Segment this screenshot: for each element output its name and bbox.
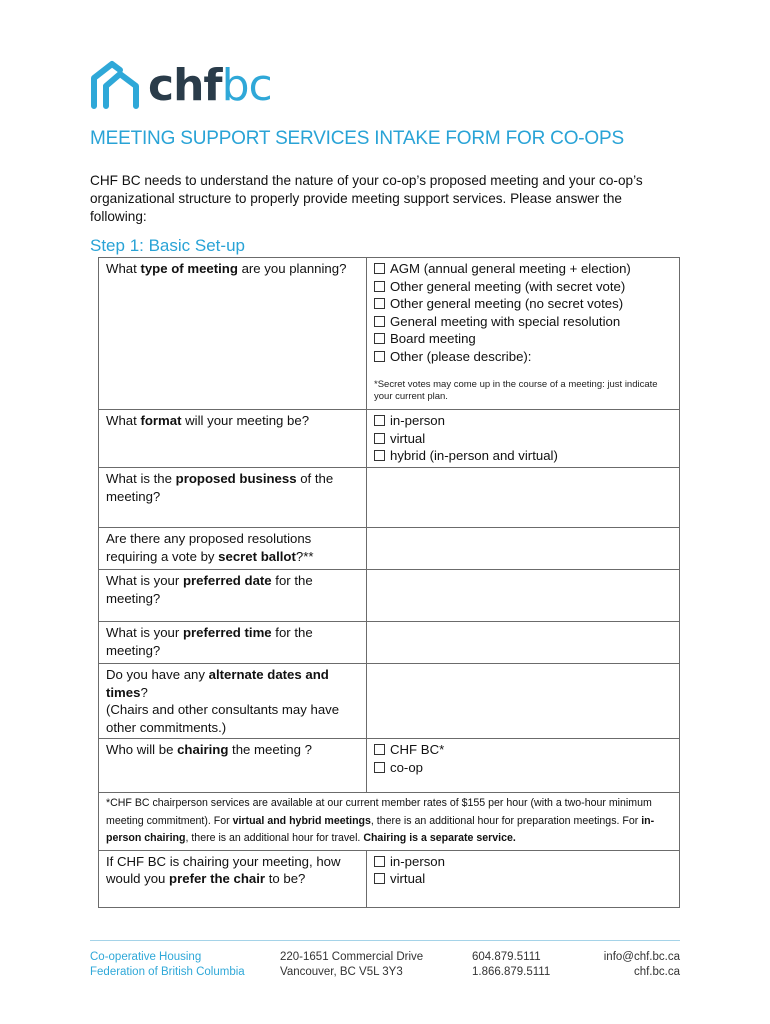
checkbox[interactable] xyxy=(374,856,385,867)
row-alternate-dates xyxy=(99,664,680,739)
logo-wordmark: chfbc xyxy=(148,60,272,111)
question-preferred-time: What is your preferred time for the meeting? xyxy=(99,622,367,664)
checkbox[interactable] xyxy=(374,351,385,362)
option-board-meeting[interactable]: Board meeting xyxy=(374,330,672,348)
option-agm[interactable]: AGM (annual general meeting + election) xyxy=(374,260,672,278)
row-meeting-type xyxy=(99,258,680,410)
footer-web-link[interactable]: chf.bc.ca xyxy=(633,966,680,978)
question-alternate-dates: Do you have any alternate dates and times? (Chairs and other consultants may have other commitments.) xyxy=(99,664,367,739)
footer-address: 220-1651 Commercial Drive Vancouver, BC V5L 3Y3 xyxy=(280,951,424,978)
row-business xyxy=(99,468,680,528)
option-special-resolution[interactable]: General meeting with special resolution xyxy=(374,313,672,331)
question-chairing: Who will be chairing the meeting ? xyxy=(99,739,367,793)
checkbox[interactable] xyxy=(374,263,385,274)
footer-org: Co-operative Housing Federation of British Columbia xyxy=(90,951,245,978)
intro-text: CHF BC needs to understand the nature of your co-op’s proposed meeting and your co-op’s organizational structure to properly provide meeting support services. Please answer the following: xyxy=(90,173,643,224)
row-preferred-date xyxy=(99,570,680,622)
option-chf-bc[interactable]: CHF BC* xyxy=(374,741,672,759)
question-preferred-date: What is your preferred date for the meeting? xyxy=(99,570,367,622)
row-chairing-note xyxy=(99,793,680,851)
answer-chairing xyxy=(367,739,680,793)
answer-meeting-type xyxy=(367,258,680,410)
checkbox[interactable] xyxy=(374,333,385,344)
answer-chair-preference xyxy=(367,850,680,907)
checkbox[interactable] xyxy=(374,298,385,309)
checkbox[interactable] xyxy=(374,762,385,773)
option-chair-virtual[interactable]: virtual xyxy=(374,870,672,888)
basic-setup-table xyxy=(98,257,680,908)
checkbox[interactable] xyxy=(374,433,385,444)
question-business: What is the proposed business of the meeting? xyxy=(99,468,367,528)
question-chair-preference: If CHF BC is chairing your meeting, how would you prefer the chair to be? xyxy=(99,850,367,907)
answer-format xyxy=(367,410,680,468)
footer-email-link[interactable]: info@chf.bc.ca xyxy=(603,951,680,963)
row-secret-ballot xyxy=(99,528,680,570)
checkbox[interactable] xyxy=(374,316,385,327)
question-secret-ballot: Are there any proposed resolutions requiring a vote by secret ballot?** xyxy=(99,528,367,570)
row-chairing xyxy=(99,739,680,793)
answer-preferred-time[interactable] xyxy=(367,622,680,664)
footer-contact xyxy=(602,950,680,980)
question-meeting-type: What type of meeting are you planning? xyxy=(99,258,367,410)
row-chair-preference xyxy=(99,850,680,907)
checkbox[interactable] xyxy=(374,744,385,755)
option-hybrid[interactable]: hybrid (in-person and virtual) xyxy=(374,447,672,465)
checkbox[interactable] xyxy=(374,415,385,426)
option-other[interactable]: Other (please describe): xyxy=(374,348,672,366)
secret-vote-footnote: *Secret votes may come up in the course of a meeting: just indicate your current plan. xyxy=(374,379,658,402)
checkbox[interactable] xyxy=(374,450,385,461)
answer-business[interactable] xyxy=(367,468,680,528)
option-general-no-secret[interactable]: Other general meeting (no secret votes) xyxy=(374,295,672,313)
form-title: MEETING SUPPORT SERVICES INTAKE FORM FOR CO-OPS xyxy=(90,128,624,149)
row-preferred-time xyxy=(99,622,680,664)
question-format: What format will your meeting be? xyxy=(99,410,367,468)
answer-alternate-dates[interactable] xyxy=(367,664,680,739)
house-logo-icon xyxy=(90,60,142,112)
answer-preferred-date[interactable] xyxy=(367,570,680,622)
footer-phone: 604.879.5111 1.866.879.5111 xyxy=(472,951,551,978)
footer-divider xyxy=(90,940,680,941)
row-format xyxy=(99,410,680,468)
answer-secret-ballot[interactable] xyxy=(367,528,680,570)
checkbox[interactable] xyxy=(374,281,385,292)
step-1-heading: Step 1: Basic Set-up xyxy=(90,236,245,255)
option-general-secret-vote[interactable]: Other general meeting (with secret vote) xyxy=(374,278,672,296)
option-virtual[interactable]: virtual xyxy=(374,430,672,448)
chairing-services-note: *CHF BC chairperson services are available at our current member rates of $155 per hour (with a two-hour minimum meeting commitment). For virtual and hybrid meetings, there is an additional hour for preparation meetings. For in-person chairing, there is an additional hour for travel. Chairing is a separate service. xyxy=(99,793,680,851)
checkbox[interactable] xyxy=(374,873,385,884)
option-in-person[interactable]: in-person xyxy=(374,412,672,430)
option-co-op[interactable]: co-op xyxy=(374,759,672,777)
option-chair-in-person[interactable]: in-person xyxy=(374,853,672,871)
chf-bc-logo xyxy=(90,60,272,112)
